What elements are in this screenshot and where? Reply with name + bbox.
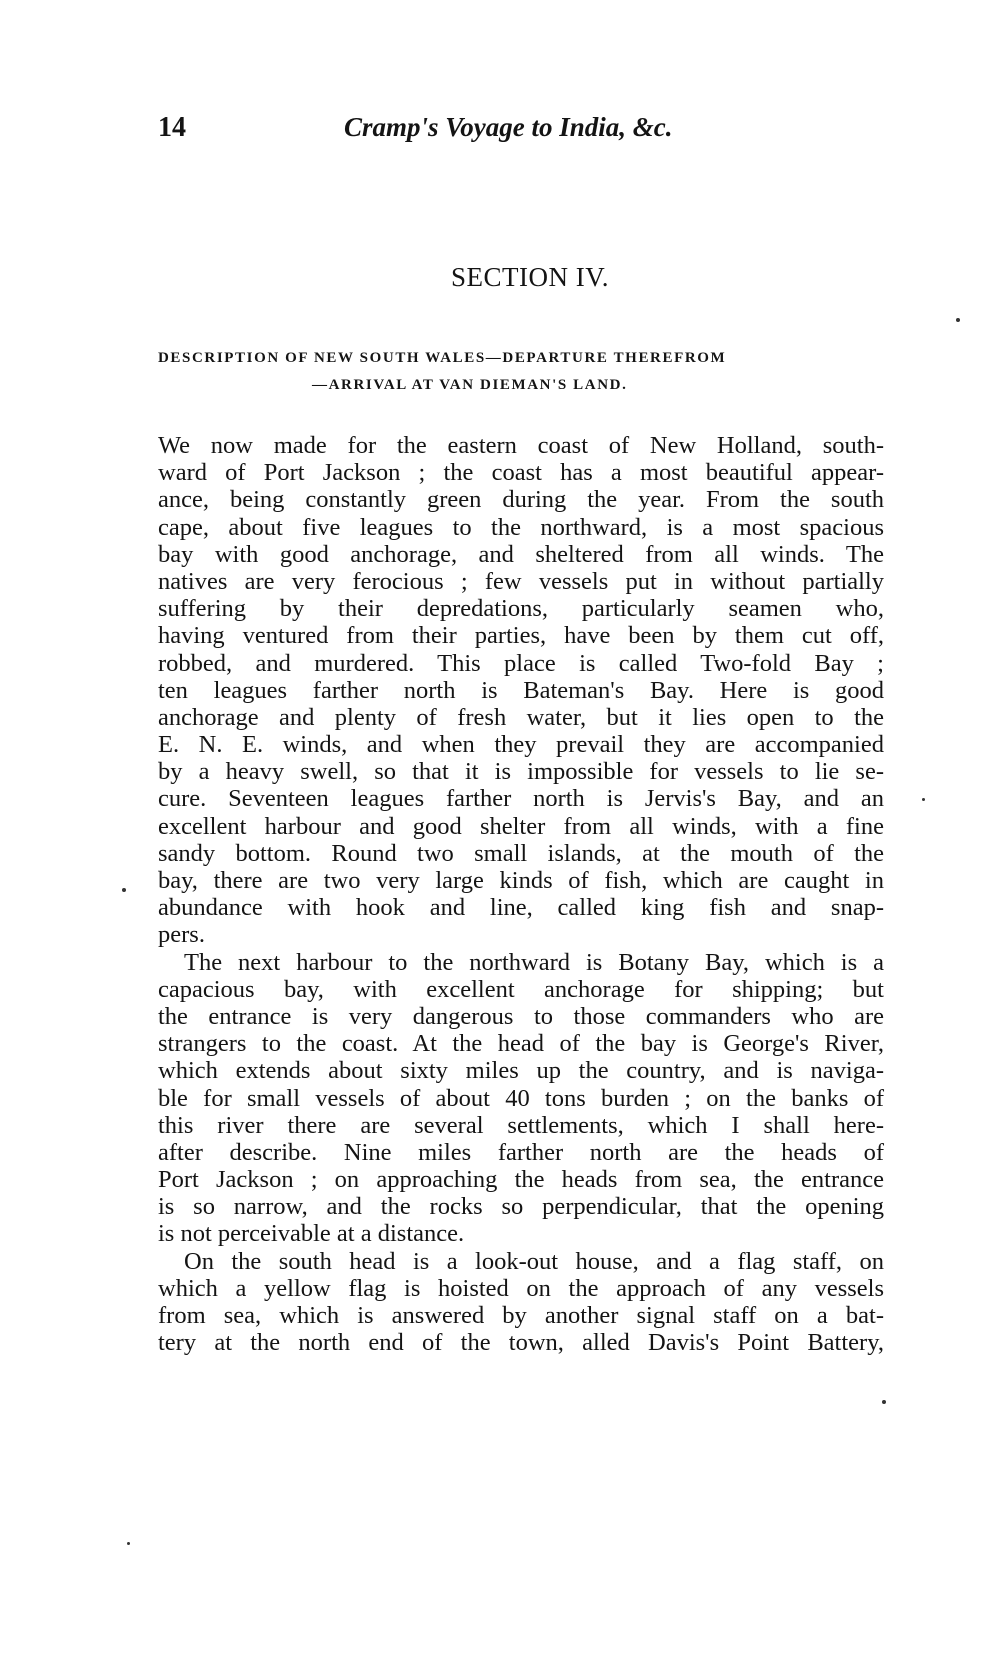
text-line: which a yellow flag is hoisted on the approach of any vessels	[158, 1274, 884, 1302]
text-line: strangers to the coast. At the head of the bay is George's River,	[158, 1030, 884, 1058]
section-heading: SECTION IV.	[450, 262, 609, 292]
text-line: E. N. E. winds, and when they prevail they are accompanied	[158, 731, 884, 759]
text-line: bay with good anchorage, and sheltered from all winds. The	[158, 540, 884, 568]
page-number: 14	[158, 112, 186, 143]
text-line: the entrance is very dangerous to those commanders who are	[158, 1002, 884, 1030]
text-line: after describe. Nine miles farther north are the heads of	[158, 1138, 884, 1166]
print-speck	[922, 798, 925, 801]
text-line: anchorage and plenty of fresh water, but it lies open to the	[158, 703, 884, 731]
body-text	[158, 432, 884, 1356]
text-line: ble for small vessels of about 40 tons burden ; on the banks of	[158, 1084, 884, 1112]
text-line: cure. Seventeen leagues farther north is Jervis's Bay, and an	[158, 785, 884, 813]
section-summary	[158, 345, 878, 399]
text-line: sandy bottom. Round two small islands, at the mouth of the	[158, 839, 884, 867]
text-line: this river there are several settlements, which I shall here-	[158, 1111, 884, 1139]
text-line: On the south head is a look-out house, and a flag staff, on	[184, 1247, 884, 1275]
text-line: cape, about five leagues to the northward, is a most spacious	[158, 513, 884, 541]
text-line: which extends about sixty miles up the country, and is naviga-	[158, 1057, 884, 1085]
summary-line: —ARRIVAL AT VAN DIEMAN'S LAND.	[312, 377, 628, 393]
text-line: ance, being constantly green during the year. From the south	[158, 486, 884, 514]
text-line: by a heavy swell, so that it is impossible for vessels to lie se-	[158, 758, 884, 786]
summary-line: DESCRIPTION OF NEW SOUTH WALES—DEPARTURE THEREFROM	[158, 350, 727, 366]
print-speck	[127, 1542, 130, 1545]
text-line: having ventured from their parties, have been by them cut off,	[158, 622, 884, 650]
text-line: pers.	[158, 921, 205, 949]
text-line: from sea, which is answered by another signal staff on a bat-	[158, 1302, 884, 1329]
text-line: is not perceivable at a distance.	[158, 1220, 465, 1248]
running-title: Cramp's Voyage to India, &c.	[344, 112, 673, 142]
text-line: Port Jackson ; on approaching the heads from sea, the entrance	[158, 1166, 884, 1194]
text-line: ward of Port Jackson ; the coast has a most beautiful appear-	[158, 459, 884, 487]
text-line: is so narrow, and the rocks so perpendicular, that the opening	[158, 1193, 884, 1221]
text-line: natives are very ferocious ; few vessels put in without partially	[158, 567, 884, 595]
text-line: tery at the north end of the town, alled Davis's Point Battery,	[158, 1329, 884, 1357]
print-speck	[882, 1400, 886, 1404]
text-line: abundance with hook and line, called king fish and snap-	[158, 894, 884, 922]
print-speck	[956, 318, 960, 322]
text-line: The next harbour to the northward is Botany Bay, which is a	[184, 948, 884, 976]
text-line: capacious bay, with excellent anchorage for shipping; but	[158, 975, 884, 1003]
page-header	[158, 112, 718, 152]
print-speck	[122, 888, 126, 892]
text-line: robbed, and murdered. This place is called Two-fold Bay ;	[158, 649, 884, 677]
text-line: We now made for the eastern coast of New Holland, south-	[158, 432, 884, 459]
text-line: excellent harbour and good shelter from all winds, with a fine	[158, 812, 884, 840]
text-line: ten leagues farther north is Bateman's Bay. Here is good	[158, 676, 884, 704]
text-line: suffering by their depredations, particularly seamen who,	[158, 595, 884, 623]
text-line: bay, there are two very large kinds of fish, which are caught in	[158, 867, 884, 894]
